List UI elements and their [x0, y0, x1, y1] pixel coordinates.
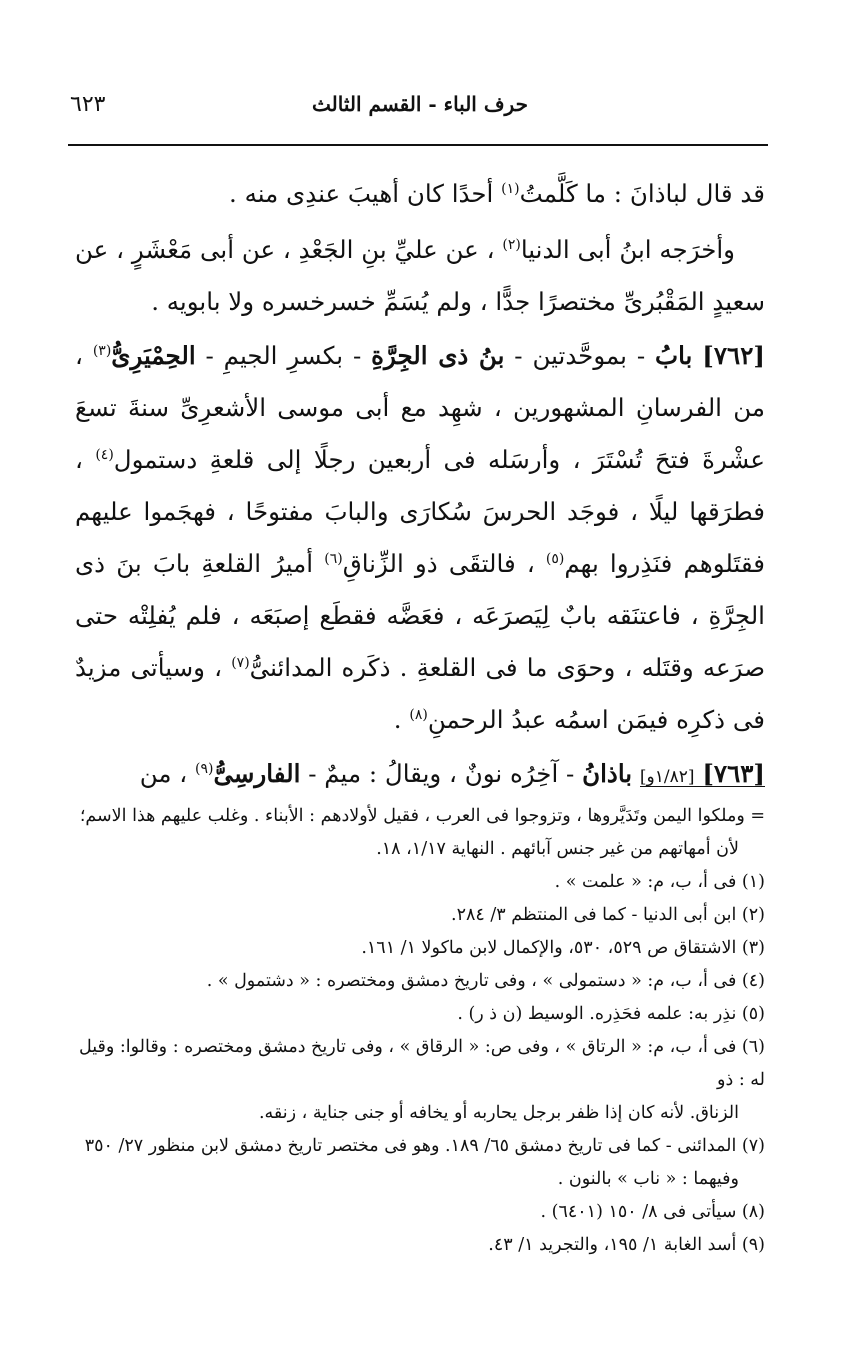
footnotes	[70, 800, 765, 1262]
footnote-7: (٧) المدائنى - كما فى تاريخ دمشق ٦٥/ ١٨٩. وهو فى مختصر تاريخ دمشق لابن منظور ٢٧/ ٣٥٠	[84, 1136, 765, 1156]
footnote-8: (٨) سيأتى فى ٨/ ١٥٠ (٦٤٠١) .	[540, 1202, 765, 1222]
footnote-9: (٩) أسد الغابة ١/ ١٩٥، والتجريد ١/ ٤٣.	[488, 1235, 765, 1255]
entry-text: ، من الفرسانِ المشهورين ، شهِد مع أبى موسى الأشعرِىِّ سنةَ تسعَ عشْرةَ فتحَ تُسْتَرَ ، وأرسَله فى أربعين رجلًا إلى قلعةِ دستمول	[75, 341, 765, 474]
footnote-7-continued: وفيهما : « ناب » بالنون .	[557, 1169, 739, 1189]
entry-text: ، من	[139, 759, 188, 788]
footnote-rule	[640, 786, 765, 787]
entry-763	[75, 748, 765, 803]
paragraph-text: وأخرَجه ابنُ أبى الدنيا	[520, 235, 735, 264]
paragraph-takhrij	[75, 224, 765, 328]
intro-line	[75, 168, 765, 220]
footnote-ref-1: (١)	[501, 180, 520, 197]
entry-text: .	[393, 705, 402, 734]
entry-number: [٧٦٢]	[702, 341, 765, 370]
folio-reference: [١/٨٢و]	[639, 767, 695, 787]
footnote-6: (٦) فى أ، ب، م: « الرتاق » ، وفى ص: « الرقاق » ، وفى تاريخ دمشق ومختصره : وقالوا: وقيل له : ذو	[78, 1037, 765, 1090]
footnote-6-continued: الزناق. لأنه كان إذا ظفر برجل يحاربه أو يخافه أو جنى جناية ، زنقه.	[258, 1103, 739, 1123]
footnote-ref-5: (٥)	[545, 550, 565, 567]
entry-name: بابُ	[655, 341, 693, 370]
entry-number: [٧٦٣]	[702, 759, 765, 788]
footnote-5: (٥) نذِر به: علمه فحَذِره. الوسيط (ن ذ ر) .	[457, 1004, 765, 1024]
footnote-ref-4: (٤)	[95, 446, 114, 463]
footnote-1: (١) فى أ، ب، م: « علمت » .	[554, 872, 765, 892]
entry-text: - بكسرِ الجيمِ -	[205, 341, 362, 370]
footnote-3: (٣) الاشتقاق ص ٥٢٩، ٥٣٠، والإكمال لابن ماكولا ١/ ١٦١.	[361, 938, 765, 958]
entry-762	[75, 330, 765, 746]
entry-name: بنُ ذى الجِرَّةِ	[371, 341, 505, 370]
entry-text: ، فطرَقها ليلًا ، فوجَد الحرسَ سُكارَى والبابَ مفتوحًا ، فهجَموا عليهم فقتَلوهم فنَذِروا بهم	[75, 445, 765, 578]
page-header	[70, 92, 770, 132]
entry-text: ، فالتقَى ذو الزِّناقِ	[342, 549, 535, 578]
footnote-4: (٤) فى أ، ب، م: « دستمولى » ، وفى تاريخ دمشق ومختصره : « دشتمول » .	[206, 971, 765, 991]
footnote-ref-2: (٢)	[502, 236, 521, 253]
entry-name: الفارسِىُّ	[213, 759, 301, 788]
footnote-ref-7: (٧)	[231, 654, 250, 671]
footnote-ref-3: (٣)	[92, 342, 112, 359]
intro-text-end: أحدًا كان أهيبَ عندِى منه .	[229, 179, 494, 208]
footnote-2: (٢) ابن أبى الدنيا - كما فى المنتظم ٣/ ٢٨٤.	[451, 905, 765, 925]
entry-text: - بموحَّدتين -	[514, 341, 646, 370]
entry-name: باذانُ	[582, 759, 633, 788]
intro-text: قد قال لباذانَ : ما كَلَّمتُ	[519, 179, 765, 208]
footnote-ref-9: (٩)	[195, 760, 214, 777]
main-text	[75, 168, 765, 803]
entry-text: - آخِرُه نونٌ ، ويقالُ : ميمٌ -	[308, 759, 575, 788]
footnote-ref-8: (٨)	[409, 706, 428, 723]
footnote-continuation: = وملكوا اليمن وتَدَيَّروها ، وتزوجوا فى العرب ، فقيل لأولادهم : الأبناء . وغلب عليهم هذا الاسم؛	[79, 806, 765, 826]
footnote-continuation: لأن أمهاتهم من غير جنس آبائهم . النهاية ١/١٧، ١٨.	[376, 839, 739, 859]
entry-name: الحِمْيَرِىُّ	[111, 341, 196, 370]
page-number: ٦٢٣	[70, 92, 106, 117]
paragraph-text: ، عن عليِّ بنِ الجَعْدِ ، عن أبى مَعْشَرٍ ، عن سعيدٍ المَقْبُرىِّ مختصرًا جدًّا ، ولم يُسَمِّ خسرخسره ولا بابويه .	[75, 235, 765, 316]
running-title: حرف الباء - القسم الثالث	[312, 92, 528, 116]
entry-text: ، وسيأتى مزيدٌ فى ذكرِه فيمَن اسمُه عبدُ الرحمنِ	[75, 653, 765, 734]
entry-text: أميرُ القلعةِ بابَ بنَ ذى الجِرَّةِ ، فاعتنَقه بابٌ لِيَصرَعَه ، فعَضَّه فقطَع إصبَعَه ، فلم يُفلِتْه حتى صرَعه وقتَله ، وحوَى ما فى القلعةِ . ذكَره المدائنىُّ	[75, 549, 765, 682]
header-rule	[68, 144, 768, 146]
footnote-ref-6: (٦)	[324, 550, 343, 567]
